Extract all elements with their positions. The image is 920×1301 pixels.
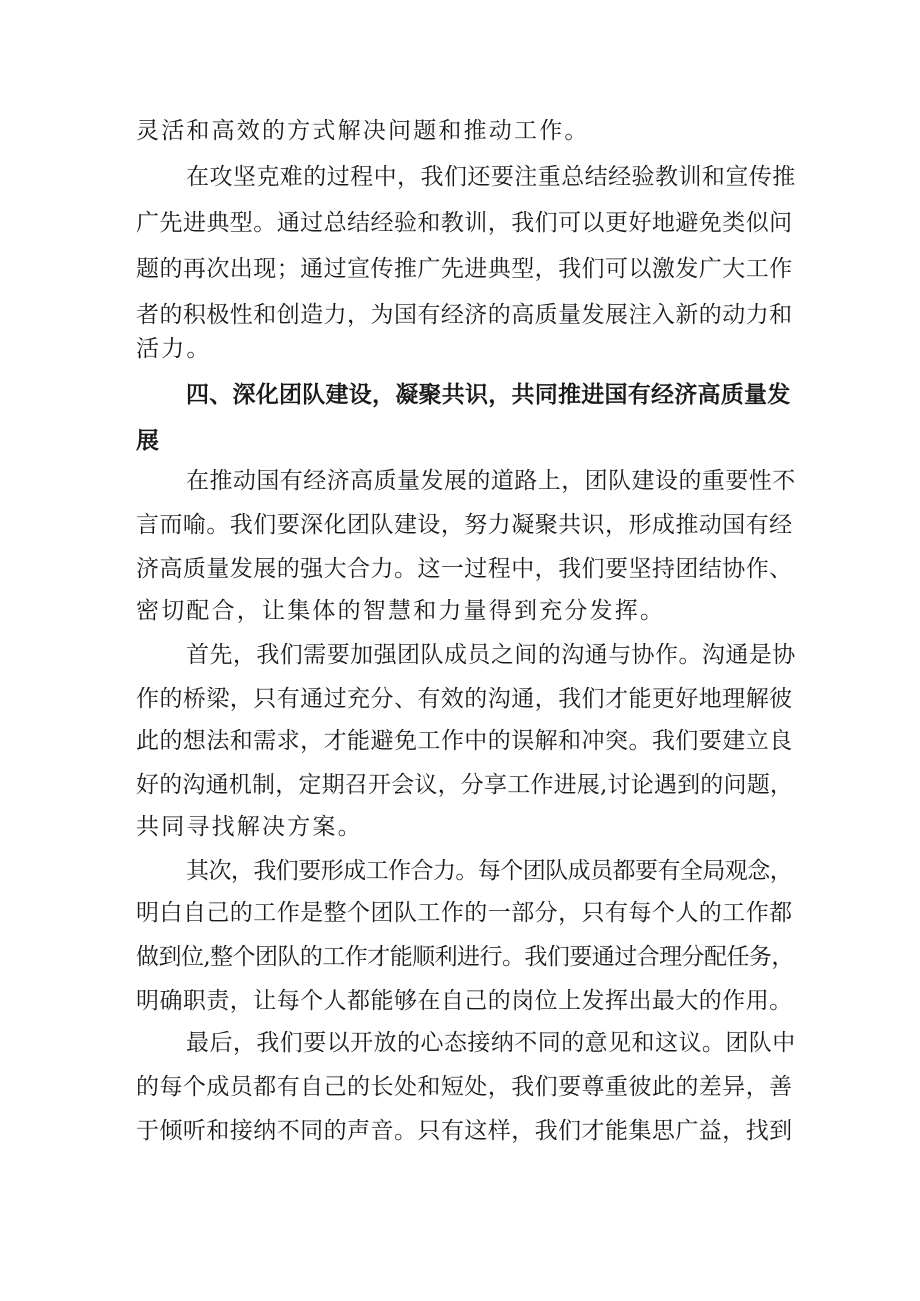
text-line: 言而喻。我们要深化团队建设，努力凝聚共识，形成推动国有经 — [136, 512, 793, 538]
text-line: 济高质量发展的强大合力。这一过程中，我们要坚持团结协作、 — [136, 556, 793, 582]
text-line: 密切配合，让集体的智慧和力量得到充分发挥。 — [136, 598, 666, 624]
text-line: 题的再次出现；通过宣传推广先进典型，我们可以激发广大工作 — [136, 256, 793, 282]
text-line: 此的想法和需求，才能避免工作中的误解和冲突。我们要建立良 — [136, 728, 793, 754]
text-line: 于倾听和接纳不同的声音。只有这样，我们才能集思广益，找到 — [136, 1118, 793, 1144]
text-line: 者的积极性和创造力，为国有经济的高质量发展注入新的动力和 — [136, 302, 793, 328]
section-heading: 四、深化团队建设，凝聚共识，共同推进国有经济高质量发 — [186, 382, 791, 408]
text-line: 好的沟通机制，定期召开会议，分享工作进展,讨论遇到的问题， — [136, 772, 794, 798]
text-line: 其次，我们要形成工作合力。每个团队成员都要有全局观念， — [186, 858, 793, 884]
text-line: 做到位,整个团队的工作才能顺利进行。我们要通过合理分配任务， — [136, 944, 794, 970]
text-line: 作的桥梁，只有通过充分、有效的沟通，我们才能更好地理解彼 — [136, 686, 793, 712]
section-heading-continued: 展 — [136, 428, 160, 454]
text-line: 的每个成员都有自己的长处和短处，我们要尊重彼此的差异，善 — [136, 1074, 793, 1100]
text-line: 灵活和高效的方式解决问题和推动工作。 — [136, 118, 590, 144]
text-line: 在攻坚克难的过程中，我们还要注重总结经验教训和宣传推 — [186, 164, 796, 190]
text-line: 首先，我们需要加强团队成员之间的沟通与协作。沟通是协 — [186, 642, 796, 668]
text-line: 明确职责，让每个人都能够在自己的岗位上发挥出最大的作用。 — [136, 988, 793, 1014]
text-line: 广先进典型。通过总结经验和教训，我们可以更好地避免类似问 — [136, 210, 793, 236]
text-line: 在推动国有经济高质量发展的道路上，团队建设的重要性不 — [186, 468, 796, 494]
text-line: 活力。 — [136, 336, 212, 362]
text-line: 明白自己的工作是整个团队工作的一部分，只有每个人的工作都 — [136, 900, 793, 926]
text-line: 最后，我们要以开放的心态接纳不同的意见和这议。团队中 — [186, 1030, 796, 1056]
text-line: 共同寻找解决方案。 — [136, 814, 363, 840]
